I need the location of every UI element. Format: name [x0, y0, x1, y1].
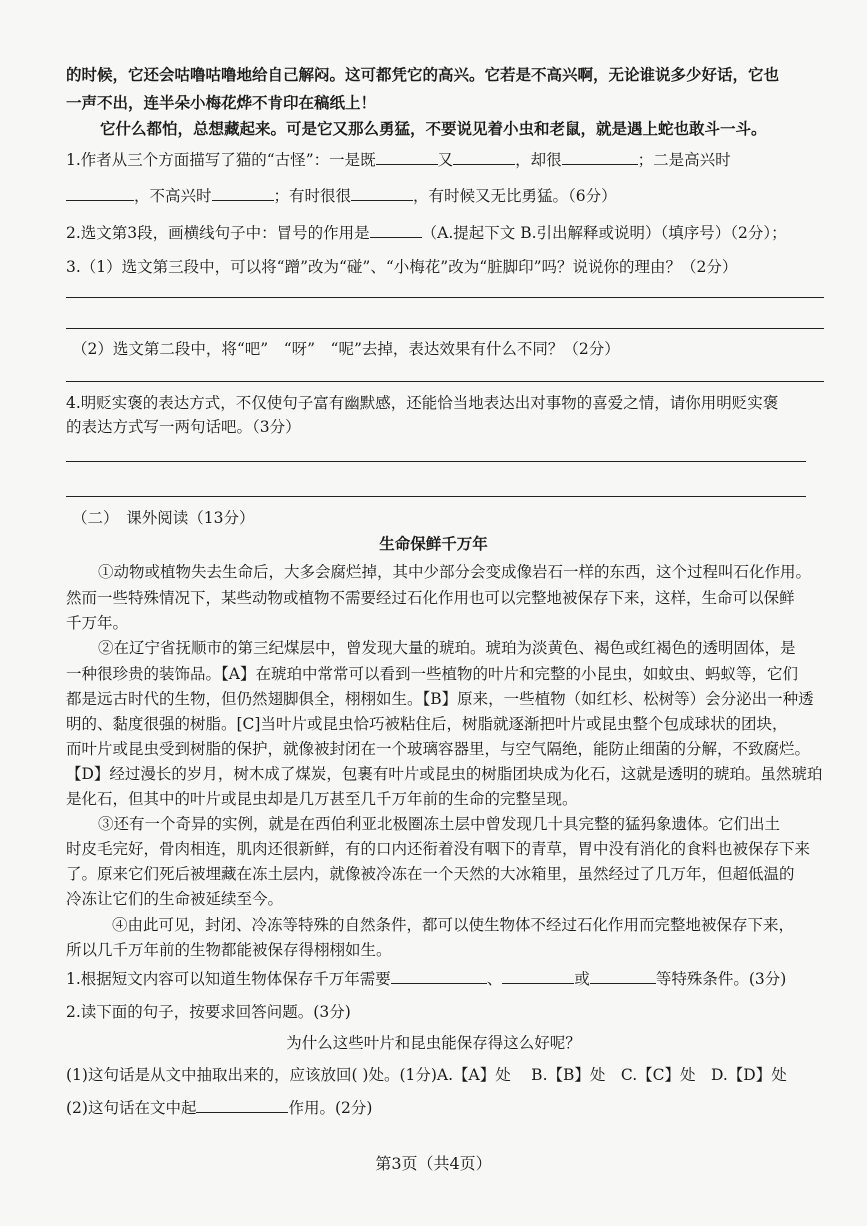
article-line: ③还有一个奇异的实例，就是在西伯利亚北极圈冻土层中曾发现几十具完整的猛犸象遗体。它们出土: [98, 815, 781, 833]
question-3-part-2: （2）选文第二段中，将“吧” “呀” “呢”去掉，表达效果有什么不同？（2分）: [72, 340, 620, 358]
article-line: 所以几千万年前的生物都能被保存得栩栩如生。: [66, 941, 392, 959]
article-line: 是化石，但其中的叶片或昆虫却是几万甚至几千万年前的生命的完整呈现。: [66, 790, 578, 808]
article-line: 然而一些特殊情况下，某些动物或植物不需要经过石化作用也可以完整地被保存下来，这样，生命可以保鲜: [66, 589, 795, 607]
answer-blank[interactable]: [453, 150, 515, 165]
question-b2-sub-2: (2)这句话在文中起 作用。(2分): [66, 1099, 373, 1117]
answer-blank[interactable]: [351, 186, 413, 201]
answer-line[interactable]: [66, 496, 806, 497]
answer-blank[interactable]: [66, 186, 134, 201]
article-title: 生命保鲜千万年: [379, 534, 488, 553]
answer-blank[interactable]: [212, 186, 274, 201]
question-4-line-2: 的表达方式写一两句话吧。（3分）: [66, 418, 301, 436]
answer-blank[interactable]: [590, 969, 656, 984]
article-line: 时皮毛完好，骨肉相连，肌肉还很新鲜，有的口内还衔着没有咽下的青草，胃中没有消化的食料也被保存下来: [66, 840, 811, 858]
answer-line[interactable]: [66, 297, 824, 298]
question-b2: 2.读下面的句子，按要求回答问题。(3分): [66, 1003, 351, 1021]
article-line: ④由此可见，封闭、冷冻等特殊的自然条件，都可以使生物体不经过石化作用而完整地被保存下来，: [112, 916, 795, 934]
question-1-line-1: 1.作者从三个方面描写了猫的“古怪”：一是既 又 ，却很 ；二是高兴时: [66, 151, 731, 169]
article-line: 冷冻让它们的生命被延续至今。: [66, 890, 284, 908]
article-line: 明的、黏度很强的树脂。[C]当叶片或昆虫恰巧被粘住后，树脂就逐渐把叶片或昆虫整个包成球状的团块，: [66, 715, 788, 733]
article-line: 千万年。: [66, 614, 129, 632]
quoted-sentence: 为什么这些叶片和昆虫能保存得这么好呢？: [286, 1034, 581, 1052]
passage-line: 它什么都怕，总想藏起来。可是它又那么勇猛，不要说见着小虫和老鼠，就是遇上蛇也敢斗一斗。: [100, 119, 767, 138]
answer-blank[interactable]: [562, 150, 638, 165]
article-line: 了。原来它们死后被埋藏在冻土层内，就像被冷冻在一个天然的大冰箱里，虽然经过了几万年，但超低温的: [66, 865, 795, 883]
question-1-line-2: ，不高兴时 ；有时很很 ，有时候又无比勇猛。（6分）: [66, 185, 617, 207]
section-heading: （二） 课外阅读（13分）: [72, 509, 255, 527]
article-line: ①动物或植物失去生命后，大多会腐烂掉，其中少部分会变成像岩石一样的东西，这个过程叫石化作用。: [98, 563, 812, 581]
page-number: 第3页（共4页）: [375, 1154, 492, 1173]
answer-blank[interactable]: [502, 969, 574, 984]
question-4-line-1: 4.明贬实褒的表达方式，不仅使句子富有幽默感，还能恰当地表达出对事物的喜爱之情，请你用明贬实褒: [66, 394, 779, 412]
answer-line[interactable]: [66, 461, 806, 462]
article-line: 一种很珍贵的装饰品。【A】在琥珀中常常可以看到一些植物的叶片和完整的小昆虫，如蚊虫、蚂蚁等，它们: [66, 665, 798, 683]
article-line: 【D】经过漫长的岁月，树木成了煤炭，包裹有叶片或昆虫的树脂团块成为化石，这就是透明的琥珀。虽然琥珀: [66, 765, 823, 783]
question-3-part-1: 3.（1）选文第三段中，可以将“蹭”改为“碰”、“小梅花”改为“脏脚印”吗？说说你的理由？（2分）: [66, 258, 738, 276]
article-line: 都是远古时代的生物，但仍然翅脚俱全，栩栩如生。【B】原来，一些植物（如红杉、松树等）会分泌出一种透: [66, 690, 814, 708]
article-line: 而叶片或昆虫受到树脂的保护，就像被封闭在一个玻璃容器里，与空气隔绝，能防止细菌的分解，不致腐烂。: [66, 740, 811, 758]
answer-line[interactable]: [66, 328, 824, 329]
question-b2-sub-1: (1)这句话是从文中抽取出来的，应该放回( )处。(1分)A.【A】处 B.【B】处 C.【C】处 D.【D】处: [66, 1066, 787, 1084]
answer-line[interactable]: [66, 381, 824, 382]
article-line: ②在辽宁省抚顺市的第三纪煤层中，曾发现大量的琥珀。琥珀为淡黄色、褐色或红褐色的透明固体，是: [98, 639, 796, 657]
answer-blank[interactable]: [370, 223, 422, 238]
answer-blank[interactable]: [376, 150, 438, 165]
question-2: 2.选文第3段，画横线句子中：冒号的作用是 （A.提起下文 B.引出解释或说明）（填序号）（2分）；: [66, 224, 787, 242]
answer-blank[interactable]: [196, 1098, 288, 1113]
passage-line: 的时候，它还会咕噜咕噜地给自己解闷。这可都凭它的高兴。它若是不高兴啊，无论谁说多少好话，它也: [66, 65, 780, 84]
passage-line: 一声不出，连半朵小梅花烨不肯印在稿纸上！: [66, 93, 377, 112]
question-b1: 1.根据短文内容可以知道生物体保存千万年需要 、 或 等特殊条件。(3分): [66, 970, 787, 988]
answer-blank[interactable]: [391, 969, 487, 984]
